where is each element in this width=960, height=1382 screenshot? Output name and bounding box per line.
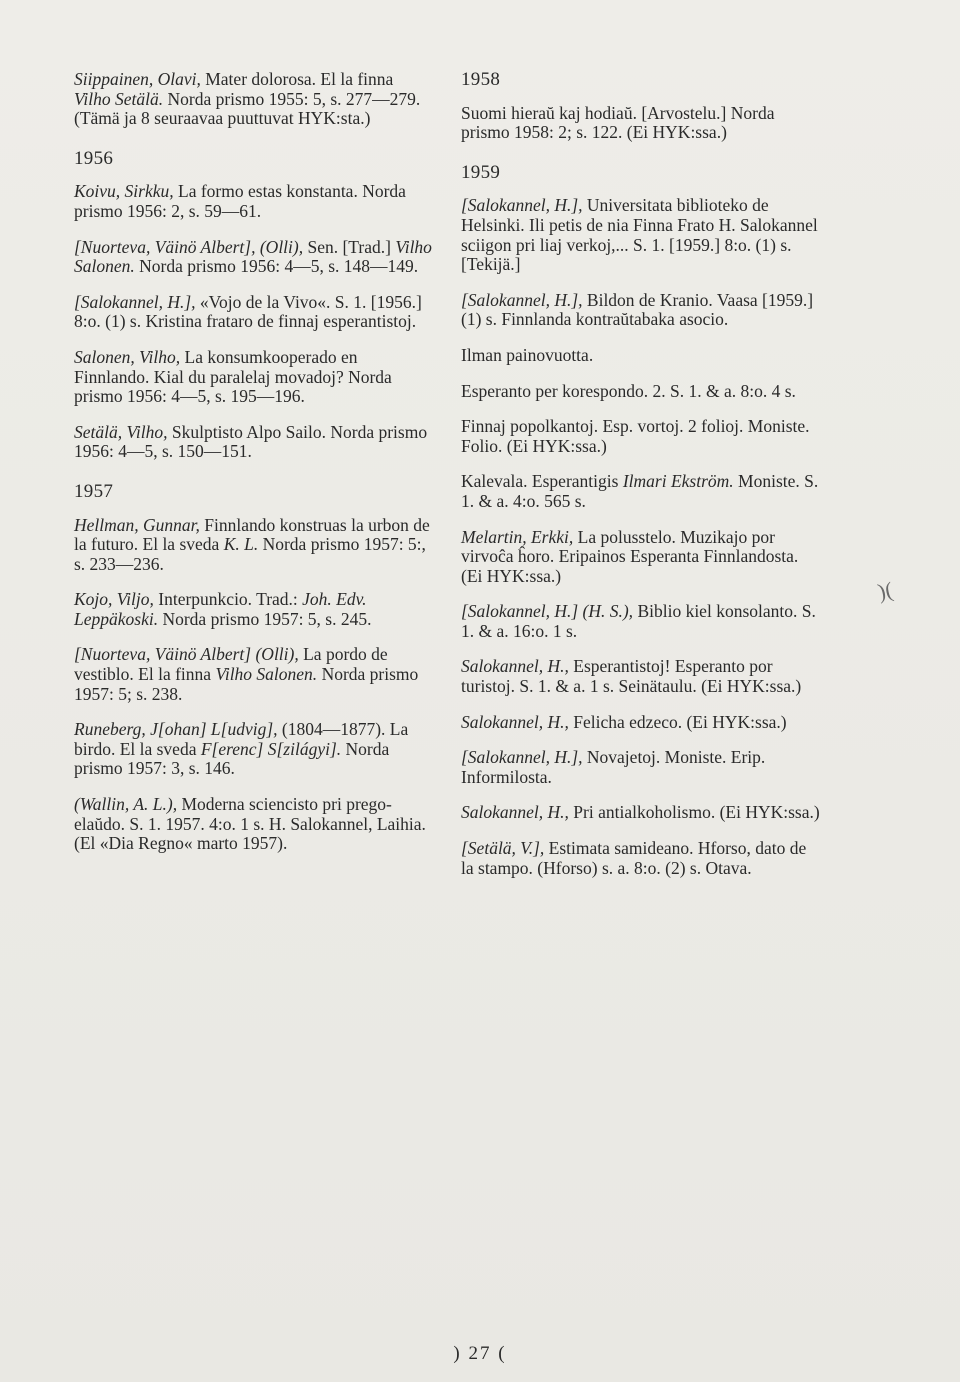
entry-text: Norda prismo 1955: 5, s. 277—279. (Tämä ja 8 seuraavaa puuttuvat HYK:sta.) (74, 88, 421, 129)
entry-italic-text: [Salokannel, H.], (74, 291, 196, 312)
entry-text: Suomi hieraŭ kaj hodiaŭ. [Arvostelu.] Norda prismo 1958: 2; s. 122. (Ei HYK:ssa.) (461, 102, 775, 143)
entry-text: Norda prismo 1956: 4—5, s. 148—149. (134, 256, 419, 277)
entry-italic-text: Hellman, Gunnar, (74, 514, 200, 535)
entry-italic-text: Salokannel, H., (461, 656, 569, 677)
entry-italic-text: Siippainen, Olavi, (74, 69, 201, 89)
year-heading: 1959 (461, 161, 501, 183)
bibliography-entry (74, 238, 432, 277)
entry-italic-text: Vilho Salonen. (215, 664, 318, 685)
entry-text: Estimata samideano. Hforso, dato de la stampo. (Hforso) s. a. 8:o. (2) s. Otava. (461, 838, 807, 878)
bibliography-entry (461, 803, 821, 823)
entry-text: Norda prismo 1957: 5, s. 245. (158, 608, 372, 629)
bibliography-entry (461, 713, 821, 733)
year-heading: 1956 (74, 147, 114, 169)
entry-italic-text: Runeberg, J[ohan] L[udvig], (74, 719, 278, 740)
entry-text: Interpunkcio. Trad.: (153, 589, 303, 610)
entry-italic-text: Vilho Salonen. (74, 236, 432, 277)
entry-italic-text: Vilho Setälä. (74, 88, 164, 109)
entry-text: Novajetoj. Moniste. Erip. Informilosta. (461, 747, 766, 787)
bibliography-entry (74, 795, 432, 854)
bibliography-entry (461, 657, 821, 696)
right-column (461, 70, 821, 894)
bibliography-entry (461, 104, 821, 143)
bibliography-entry (461, 602, 821, 641)
margin-mark: )( (875, 576, 895, 605)
bibliography-entry (461, 196, 821, 274)
entry-text: Skulptisto Alpo Sailo. Norda prismo 1956: 4—5, s. 150—151. (74, 421, 428, 462)
entry-italic-text: Salonen, Vilho, (74, 346, 181, 367)
entry-italic-text: Ilmari Ekström. (622, 471, 734, 492)
bibliography-entry (461, 417, 821, 456)
year-heading: 1958 (461, 69, 501, 90)
entry-text: Felicha edzeco. (Ei HYK:ssa.) (568, 711, 787, 732)
entry-text: La formo estas konstanta. Norda prismo 1956: 2, s. 59—61. (74, 181, 406, 221)
bibliography-entry (74, 590, 432, 629)
bibliography-entry (461, 472, 821, 511)
entry-italic-text: [Setälä, V.], (461, 838, 545, 859)
entry-text: Norda prismo 1957: 3, s. 146. (74, 738, 390, 779)
bibliography-entry (461, 291, 821, 330)
entry-italic-text: F[erenc] S[zilágyi]. (200, 738, 342, 759)
bibliography-entry (74, 293, 432, 332)
entry-italic-text: Salokannel, H., (461, 802, 569, 823)
bibliography-entry (74, 516, 432, 575)
entry-italic-text: K. L. (223, 534, 259, 555)
entry-italic-text: [Salokannel, H.] (H. S.), (461, 601, 634, 622)
entry-italic-text: [Salokannel, H.], (461, 289, 583, 310)
entry-text: Esperantistoj! Esperanto por turistoj. S. 1. & a. 1 s. Seinätaulu. (Ei HYK:ssa.) (461, 656, 802, 697)
entry-text: Finnaj popolkantoj. Esp. vortoj. 2 folioj. Moniste. Folio. (Ei HYK:ssa.) (461, 416, 810, 456)
entry-text: Moderna sciencisto pri prego-elaŭdo. S. 1. 1957. 4:o. 1 s. H. Salokannel, Laihia. (El «Dia Regno« marto 1957). (74, 794, 426, 854)
entry-italic-text: [Nuorteva, Väinö Albert] (Olli), (74, 644, 299, 665)
entry-italic-text: [Salokannel, H.], (461, 195, 583, 216)
bibliography-entry (461, 382, 821, 402)
entry-italic-text: [Nuorteva, Väinö Albert], (Olli), (74, 236, 304, 257)
bibliography-entry (461, 748, 821, 787)
entry-text: Ilman painovuotta. (461, 344, 594, 365)
entry-text: La pordo de vestiblo. El la finna (74, 644, 388, 685)
entry-text: Universitata biblioteko de Helsinki. Ili petis de nia Finna Frato H. Salokannel sciigon pri liaj verkoj,... S. 1. [1959.] 8:o. (1) s. [Tekijä.] (461, 195, 818, 275)
bibliography-entry (461, 528, 821, 587)
bibliography-entry (74, 423, 432, 462)
entry-text: Norda prismo 1957: 5:, s. 233—236. (74, 534, 426, 574)
year-heading: 1957 (74, 480, 114, 502)
entry-text: Kalevala. Esperantigis (461, 471, 623, 492)
entry-text: Finnlando konstruas la urbon de la futuro. El la sveda (74, 514, 430, 555)
entry-italic-text: [Salokannel, H.], (461, 747, 583, 768)
bibliography-entry (74, 645, 432, 704)
entry-text: «Vojo de la Vivo«. S. 1. [1956.] 8:o. (1) s. Kristina frataro de finnaj esperantistoj. (74, 291, 422, 332)
entry-text: Pri antialkoholismo. (Ei HYK:ssa.) (568, 802, 820, 823)
bibliography-entry (74, 720, 432, 779)
entry-italic-text: Koivu, Sirkku, (74, 181, 174, 202)
entry-text: Norda prismo 1957: 5; s. 238. (74, 664, 419, 704)
bibliography-entry (461, 346, 821, 366)
page-number: ) 27 ( (453, 1343, 507, 1364)
entry-italic-text: Joh. Edv. Leppäkoski. (74, 589, 367, 629)
entry-text: La polusstelo. Muzikajo por virvoĉa ĥoro. Eripainos Esperanta Finnlandosta. (Ei HYK:ssa.) (461, 526, 799, 586)
entry-italic-text: Kojo, Viljo, (74, 589, 154, 610)
bibliography-entry (461, 839, 821, 878)
entry-text: (1804—1877). La birdo. El la sveda (74, 719, 409, 759)
entry-italic-text: (Wallin, A. L.), (74, 794, 178, 815)
entry-text: Bildon de Kranio. Vaasa [1959.] (1) s. Finnlanda kontraŭtabaka asocio. (461, 289, 814, 330)
entry-text: La konsumkooperado en Finnlando. Kial du paralelaj movadoj? Norda prismo 1956: 4—5, s. 195—196. (74, 346, 392, 407)
entry-italic-text: Salokannel, H., (461, 711, 569, 732)
entry-text: Sen. [Trad.] (303, 236, 396, 257)
entry-italic-text: Melartin, Erkki, (461, 526, 574, 547)
entry-text: Esperanto per korespondo. 2. S. 1. & a. 8:o. 4 s. (461, 380, 796, 401)
entry-text: Mater dolorosa. El la finna (200, 69, 394, 89)
left-column (74, 70, 432, 870)
entry-italic-text: Setälä, Vilho, (74, 421, 168, 442)
bibliography-entry (74, 70, 432, 129)
entry-text: Biblio kiel konsolanto. S. 1. & a. 16:o. 1 s. (461, 601, 816, 641)
bibliography-entry (74, 348, 432, 407)
bibliography-entry (74, 182, 432, 221)
entry-text: Moniste. S. 1. & a. 4:o. 565 s. (461, 471, 819, 511)
